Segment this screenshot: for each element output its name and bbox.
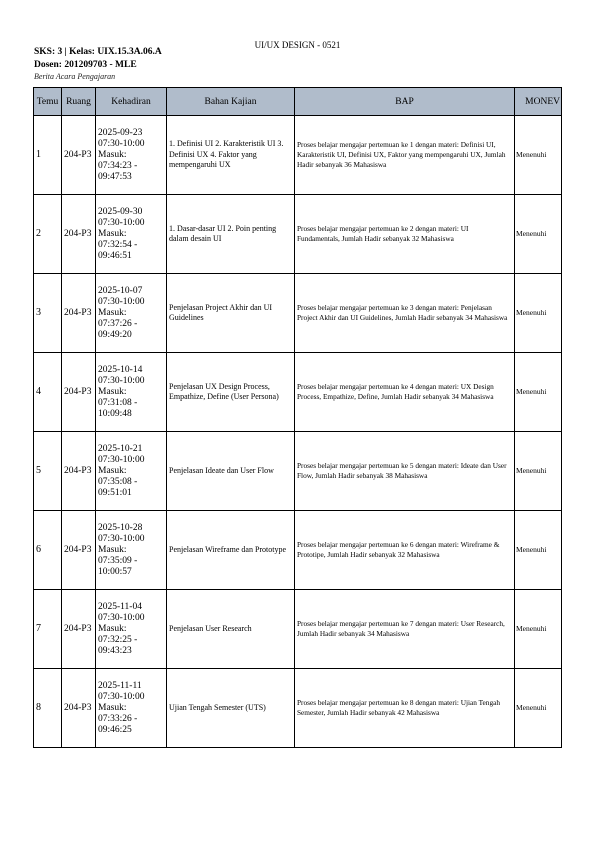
- cell-monev: Menenuhi: [515, 116, 562, 195]
- cell-ruang: 204-P3: [62, 511, 96, 590]
- kehadiran-date: 2025-09-30: [98, 206, 143, 217]
- cell-bahan-kajian: Penjelasan Wireframe dan Prototype: [167, 511, 295, 590]
- cell-ruang: 204-P3: [62, 432, 96, 511]
- cell-ruang: 204-P3: [62, 274, 96, 353]
- header-temu: Temu: [34, 88, 62, 116]
- kehadiran-masuk-label: Masuk:: [98, 149, 127, 160]
- cell-temu: 2: [34, 195, 62, 274]
- table-row: [34, 511, 562, 590]
- cell-bahan-kajian: Penjelasan UX Design Process, Empathize, Define (User Persona): [167, 353, 295, 432]
- cell-kehadiran: [96, 274, 167, 353]
- cell-kehadiran: [96, 116, 167, 195]
- page-title: UI/UX DESIGN - 0521: [254, 40, 341, 50]
- kehadiran-date: 2025-11-11: [98, 680, 142, 691]
- kehadiran-time: 07:30-10:00: [98, 691, 145, 702]
- cell-kehadiran: [96, 511, 167, 590]
- cell-monev: Menenuhi: [515, 274, 562, 353]
- kehadiran-time: 07:30-10:00: [98, 612, 145, 623]
- cell-bap: Proses belajar mengajar pertemuan ke 7 dengan materi: User Research, Jumlah Hadir sebanyak 34 Mahasiswa: [295, 590, 515, 669]
- kehadiran-time: 07:30-10:00: [98, 296, 145, 307]
- header-bap: BAP: [295, 88, 515, 116]
- cell-kehadiran: [96, 353, 167, 432]
- kehadiran-date: 2025-10-14: [98, 364, 143, 375]
- kehadiran-masuk-label: Masuk:: [98, 702, 127, 713]
- cell-temu: 6: [34, 511, 62, 590]
- cell-temu: 7: [34, 590, 62, 669]
- kehadiran-time: 07:30-10:00: [98, 138, 145, 149]
- table-header-row: [34, 88, 562, 116]
- header-ruang: Ruang: [62, 88, 96, 116]
- kehadiran-jam: 07:32:25 - 09:43:23: [98, 634, 138, 656]
- table-row: [34, 669, 562, 748]
- cell-monev: Menenuhi: [515, 432, 562, 511]
- cell-monev: Menenuhi: [515, 590, 562, 669]
- cell-kehadiran: [96, 195, 167, 274]
- cell-bahan-kajian: 1. Dasar-dasar UI 2. Poin penting dalam desain UI: [167, 195, 295, 274]
- table-row: [34, 432, 562, 511]
- table-row: [34, 195, 562, 274]
- document-subtitle: Berita Acara Pengajaran: [34, 72, 116, 81]
- cell-ruang: 204-P3: [62, 669, 96, 748]
- kehadiran-masuk-label: Masuk:: [98, 623, 127, 634]
- cell-bap: Proses belajar mengajar pertemuan ke 6 dengan materi: Wireframe & Prototipe, Jumlah Hadir sebanyak 32 Mahasiswa: [295, 511, 515, 590]
- header-bahan-kajian: Bahan Kajian: [167, 88, 295, 116]
- kehadiran-time: 07:30-10:00: [98, 533, 145, 544]
- cell-bap: Proses belajar mengajar pertemuan ke 4 dengan materi: UX Design Process, Empathize, Define, Jumlah Hadir sebanyak 34 Mahasiswa: [295, 353, 515, 432]
- cell-bahan-kajian: 1. Definisi UI 2. Karakteristik UI 3. Definisi UX 4. Faktor yang mempengaruhi UX: [167, 116, 295, 195]
- kehadiran-date: 2025-10-07: [98, 285, 143, 296]
- sks-kelas-info: SKS: 3 | Kelas: UIX.15.3A.06.A: [34, 47, 162, 57]
- kehadiran-date: 2025-10-28: [98, 522, 143, 533]
- cell-kehadiran: [96, 432, 167, 511]
- table-row: [34, 590, 562, 669]
- kehadiran-jam: 07:37:26 - 09:49:20: [98, 318, 138, 340]
- cell-bahan-kajian: Penjelasan Ideate dan User Flow: [167, 432, 295, 511]
- cell-monev: Menenuhi: [515, 511, 562, 590]
- kehadiran-jam: 07:33:26 - 09:46:25: [98, 713, 138, 735]
- kehadiran-date: 2025-11-04: [98, 601, 142, 612]
- cell-kehadiran: [96, 590, 167, 669]
- cell-ruang: 204-P3: [62, 353, 96, 432]
- kehadiran-jam: 07:35:09 - 10:00:57: [98, 555, 138, 577]
- kehadiran-time: 07:30-10:00: [98, 375, 145, 386]
- cell-monev: Menenuhi: [515, 195, 562, 274]
- kehadiran-jam: 07:31:08 - 10:09:48: [98, 397, 138, 419]
- cell-kehadiran: [96, 669, 167, 748]
- kehadiran-time: 07:30-10:00: [98, 454, 145, 465]
- table-row: [34, 116, 562, 195]
- table-row: [34, 353, 562, 432]
- kehadiran-masuk-label: Masuk:: [98, 544, 127, 555]
- table-row: [34, 274, 562, 353]
- cell-bap: Proses belajar mengajar pertemuan ke 3 dengan materi: Penjelasan Project Akhir dan UI Guidelines, Jumlah Hadir sebanyak 34 Mahasiswa: [295, 274, 515, 353]
- kehadiran-date: 2025-09-23: [98, 127, 143, 138]
- kehadiran-jam: 07:34:23 - 09:47:53: [98, 160, 138, 182]
- cell-bap: Proses belajar mengajar pertemuan ke 1 dengan materi: Definisi UI, Karakteristik UI, Definisi UX, Faktor yang mempengaruhi UX, Jumlah Hadir sebanyak 36 Mahasiswa: [295, 116, 515, 195]
- cell-bahan-kajian: Penjelasan Project Akhir dan UI Guidelines: [167, 274, 295, 353]
- cell-temu: 1: [34, 116, 62, 195]
- kehadiran-masuk-label: Masuk:: [98, 228, 127, 239]
- cell-monev: Menenuhi: [515, 353, 562, 432]
- kehadiran-masuk-label: Masuk:: [98, 307, 127, 318]
- cell-ruang: 204-P3: [62, 116, 96, 195]
- kehadiran-masuk-label: Masuk:: [98, 386, 127, 397]
- header-monev: MONEV: [515, 88, 562, 116]
- cell-temu: 3: [34, 274, 62, 353]
- cell-ruang: 204-P3: [62, 195, 96, 274]
- cell-monev: Menenuhi: [515, 669, 562, 748]
- kehadiran-jam: 07:35:08 - 09:51:01: [98, 476, 138, 498]
- cell-bap: Proses belajar mengajar pertemuan ke 8 dengan materi: Ujian Tengah Semester, Jumlah Hadir sebanyak 42 Mahasiswa: [295, 669, 515, 748]
- kehadiran-masuk-label: Masuk:: [98, 465, 127, 476]
- cell-temu: 4: [34, 353, 62, 432]
- kehadiran-time: 07:30-10:00: [98, 217, 145, 228]
- cell-ruang: 204-P3: [62, 590, 96, 669]
- kehadiran-jam: 07:32:54 - 09:46:51: [98, 239, 138, 261]
- cell-temu: 5: [34, 432, 62, 511]
- dosen-info: Dosen: 201209703 - MLE: [34, 60, 137, 70]
- cell-bahan-kajian: Penjelasan User Research: [167, 590, 295, 669]
- berita-acara-table: [33, 87, 562, 748]
- cell-temu: 8: [34, 669, 62, 748]
- header-kehadiran: Kehadiran: [96, 88, 167, 116]
- cell-bap: Proses belajar mengajar pertemuan ke 2 dengan materi: UI Fundamentals, Jumlah Hadir sebanyak 32 Mahasiswa: [295, 195, 515, 274]
- cell-bahan-kajian: Ujian Tengah Semester (UTS): [167, 669, 295, 748]
- kehadiran-date: 2025-10-21: [98, 443, 143, 454]
- cell-bap: Proses belajar mengajar pertemuan ke 5 dengan materi: Ideate dan User Flow, Jumlah Hadir sebanyak 38 Mahasiswa: [295, 432, 515, 511]
